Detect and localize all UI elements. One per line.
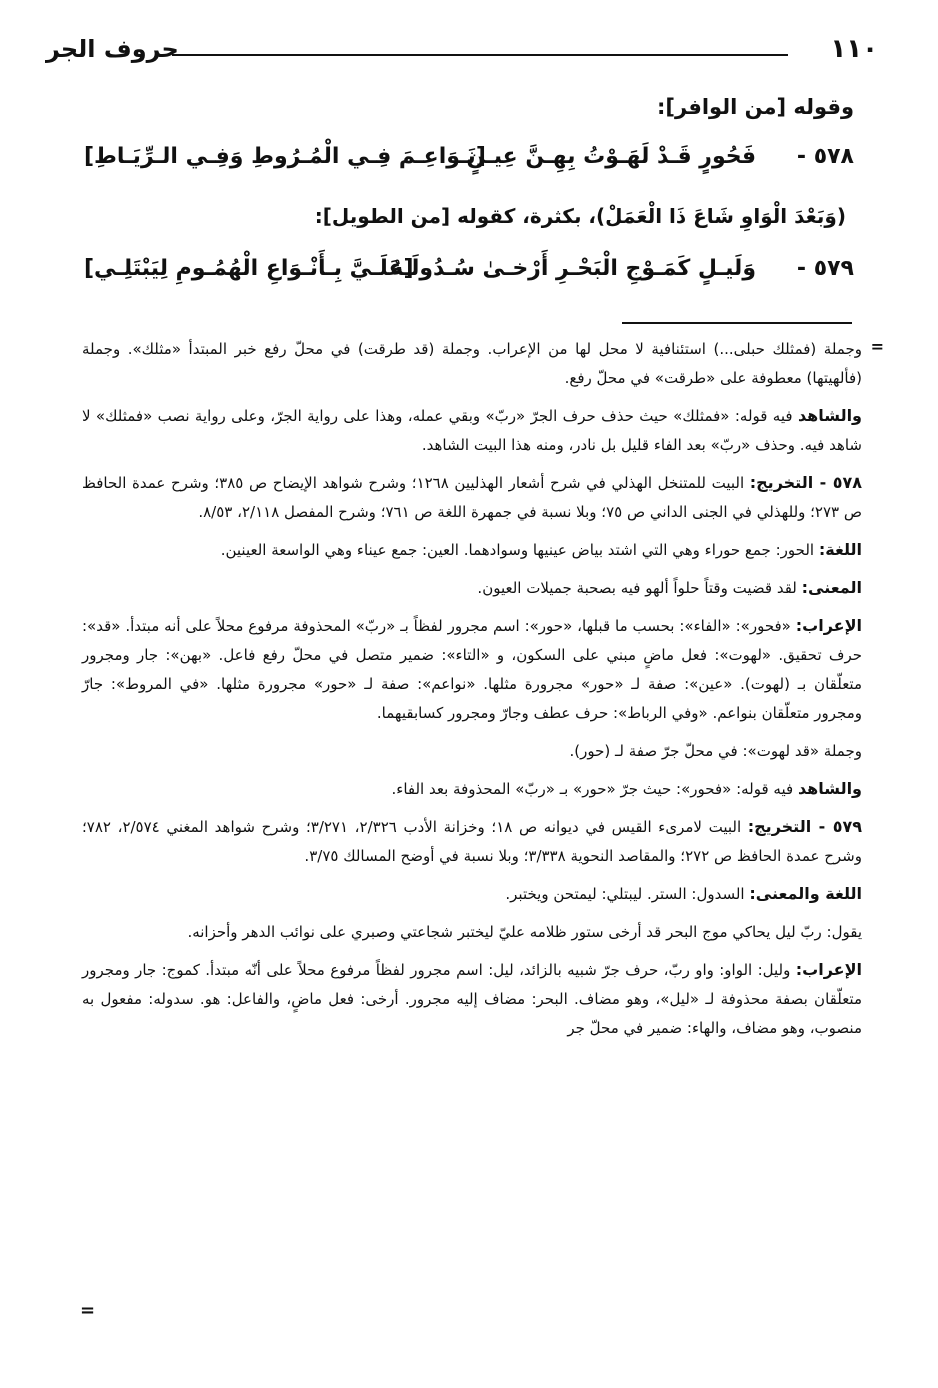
paragraph-text: فيه قوله: «فحور»: حيث جرّ «حور» بـ «ربّ» المحذوفة بعد الفاء. bbox=[391, 780, 798, 798]
bridge-line: (وَبَعْدَ الْوَاوِ شَاعَ ذَا الْعَمَلْ)، بكثرة، كقوله [من الطويل]: bbox=[314, 204, 846, 228]
commentary-paragraph bbox=[82, 917, 862, 947]
continuation-mark-bottom: = bbox=[80, 1300, 96, 1321]
paragraph-label: ٥٧٩ - التخريج: bbox=[747, 817, 863, 836]
paragraph-label: والشاهد bbox=[797, 406, 862, 425]
commentary bbox=[82, 334, 884, 1051]
paragraph-text: وجملة (فمثلك حبلى...) استئنافية لا محل لها من الإعراب. وجملة (قد طرقت) في محلّ رفع خبر المبتدأ «مثلك». وجملة (فألهيتها) معطوفة على «طرقت» في محلّ رفع. bbox=[82, 340, 862, 387]
paragraph-label: الإعراب: bbox=[795, 616, 862, 635]
paragraph-label: اللغة: bbox=[818, 540, 862, 559]
second-hemistich: [نَـوَاعِـمَ فِـي الْمُـرُوطِ وَفِـي الـرِّيَـاطِ] bbox=[84, 144, 486, 169]
first-hemistich: وَلَيـلٍ كَمَـوْجِ الْبَحْـرِ أَرْخـىٰ سُـدُولَـهُ bbox=[390, 256, 756, 281]
second-hemistich: [عَلَـيَّ بِـأَنْـوَاعِ الْهُمُـومِ لِيَبْتَلِـي] bbox=[84, 256, 414, 281]
paragraph-text: وجملة «قد لهوت»: في محلّ جرّ صفة لـ (حور). bbox=[569, 742, 862, 760]
verse-intro: وقوله [من الوافر]: bbox=[657, 95, 854, 119]
commentary-paragraph bbox=[82, 611, 862, 728]
verse-number: ٥٧٩ - bbox=[796, 256, 854, 281]
paragraph-label: الإعراب: bbox=[795, 960, 862, 979]
running-title: حروف الجر bbox=[46, 35, 179, 63]
commentary-paragraph bbox=[82, 401, 862, 460]
header-rule bbox=[172, 54, 788, 56]
paragraph-text: لقد قضيت وقتاً حلواً ألهو فيه بصحبة جميلات العيون. bbox=[477, 579, 802, 597]
paragraph-text: فيه قوله: «فمثلك» حيث حذف حرف الجرّ «ربّ» وبقي عمله، وهذا على رواية الجرّ، وعلى رواية نصب «فمثلك» لا شاهد فيه. وحذف «ربّ» بعد الفاء قليل بل نادر، ومنه هذا البيت الشاهد. bbox=[82, 407, 862, 454]
paragraph-text: الحور: جمع حوراء وهي التي اشتد بياض عينيها وسوادهما. العين: جمع عيناء وهي الواسعة العينين. bbox=[220, 541, 819, 559]
page-number: ١١٠ bbox=[830, 34, 878, 64]
verse-number: ٥٧٨ - bbox=[796, 144, 854, 169]
page-header bbox=[46, 34, 878, 74]
verse-579 bbox=[70, 252, 852, 292]
commentary-paragraph bbox=[82, 879, 862, 909]
paragraph-label: والشاهد bbox=[797, 779, 862, 798]
paragraph-label: اللغة والمعنى: bbox=[749, 884, 862, 903]
paragraph-text: السدول: الستر. ليبتلي: ليمتحن ويختبر. bbox=[505, 885, 750, 903]
paragraph-label: ٥٧٨ - التخريج: bbox=[749, 473, 862, 492]
verse-578 bbox=[70, 140, 852, 180]
paragraph-text: «فحور»: «الفاء»: بحسب ما قبلها، «حور»: اسم مجرور لفظاً بـ «ربّ» المحذوفة مرفوع محلاً على أنه مبتدأ. «قد»: حرف تحقيق. «لهوت»: فعل ماضٍ مبني على السكون، و «التاء»: ضمير متصل في محلّ رفع فاعل. «بهن»: جار ومجرور متعلّقان بـ (لهوت). «عين»: صفة لـ «حور» مجرورة مثلها. «نواعم»: صفة لـ «حور» مجرورة مثلها. «في المروط»: جارّ ومجرور متعلّقان بنواعم. «وفي الرباط»: حرف عطف وجارّ ومجرور كسابقيهما. bbox=[82, 617, 862, 722]
commentary-paragraph bbox=[82, 812, 862, 871]
commentary-paragraph bbox=[82, 535, 862, 565]
paragraph-text: وليل: الواو: واو ربّ، حرف جرّ شبيه بالزائد، ليل: اسم مجرور لفظاً مرفوع محلاً على أنّه مبتدأ. كموج: جار ومجرور متعلّقان بصفة محذوفة لـ «ليل»، وهو مضاف. البحر: مضاف إليه مجرور. أرخى: فعل ماضٍ، والفاعل: هو. سدوله: مفعول به منصوب، وهو مضاف، والهاء: ضمير في محلّ جر bbox=[82, 961, 862, 1037]
commentary-paragraph bbox=[82, 955, 862, 1043]
paragraph-text: البيت لامرىء القيس في ديوانه ص ١٨؛ وخزانة الأدب ٢/٣٢٦، ٣/٢٧١؛ وشرح شواهد المغني ٢/٥٧٤، ٧٨٢؛ وشرح عمدة الحافظ ص ٢٧٢؛ والمقاصد النحوية ٣/٣٣٨؛ وبلا نسبة في أوضح المسالك ٣/٧٥. bbox=[82, 818, 862, 865]
commentary-paragraph bbox=[82, 736, 862, 766]
paragraph-text: يقول: ربّ ليل يحاكي موج البحر قد أرخى ستور ظلامه عليّ ليختبر شجاعتي وصبري على نوائب الدهر وأحزانه. bbox=[187, 923, 862, 941]
paragraph-text: البيت للمتنخل الهذلي في شرح أشعار الهذليين ١٢٦٨؛ وشرح شواهد الإيضاح ص ٣٨٥؛ وشرح عمدة الحافظ ص ٢٧٣؛ وللهذلي في الجنى الداني ص ٧٥؛ وبلا نسبة في جمهرة اللغة ص ٧٦١؛ وشرح المفصل ٢/١١٨، ٨/٥٣. bbox=[82, 474, 862, 521]
paragraph-label: المعنى: bbox=[801, 578, 862, 597]
commentary-paragraph bbox=[82, 774, 862, 804]
continuation-mark: = bbox=[870, 337, 884, 356]
footnote-divider bbox=[622, 322, 852, 324]
commentary-paragraph bbox=[82, 334, 884, 393]
commentary-paragraph bbox=[82, 468, 862, 527]
first-hemistich: فَحُورٍ قَـدْ لَهَـوْتُ بِهِـنَّ عِيـنٍ bbox=[466, 144, 756, 169]
commentary-paragraph bbox=[82, 573, 862, 603]
